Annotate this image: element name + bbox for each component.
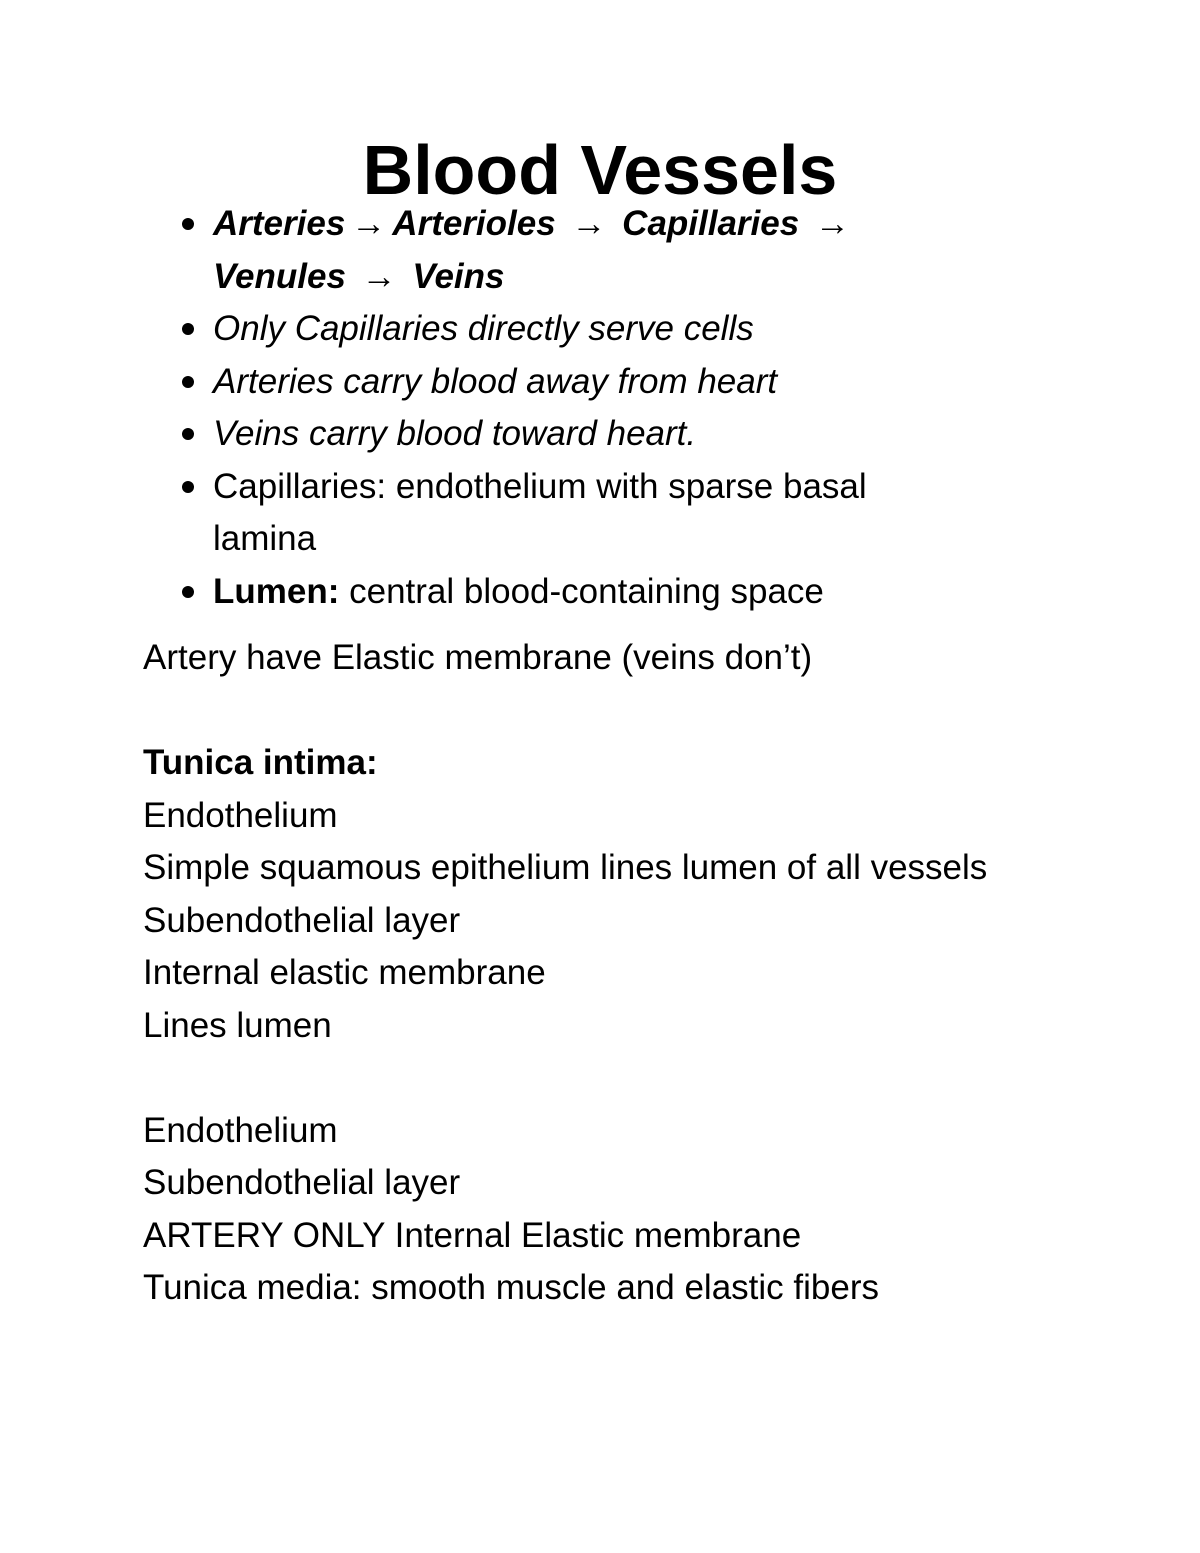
bullet-text: Veins carry blood toward heart. — [213, 414, 697, 453]
bullet-item — [0, 461, 973, 566]
tunica-intima-line: Subendothelial layer — [143, 900, 461, 940]
notes-body — [143, 632, 1043, 1315]
arrow-right-icon: → — [814, 204, 850, 243]
vessel-flow-bullet — [0, 198, 973, 303]
bullet-item — [0, 356, 973, 409]
bullet-dot-icon — [182, 218, 194, 230]
bullet-item — [0, 408, 973, 461]
bullet-dot-icon — [182, 428, 194, 440]
summary-line: ARTERY ONLY Internal Elastic membrane — [143, 1215, 802, 1255]
bullet-text: central blood-containing space — [339, 571, 824, 611]
flow-item-venules: Venules — [213, 256, 346, 296]
bullet-text: Arteries carry blood away from heart — [213, 361, 778, 401]
flow-item-arteries: Arteries — [213, 204, 346, 243]
summary-line: Endothelium — [143, 1110, 338, 1150]
tunica-intima-heading: Tunica intima: — [143, 743, 378, 782]
bullet-dot-icon — [182, 376, 194, 388]
arrow-right-icon: → — [361, 256, 397, 296]
arrow-right-icon: → — [351, 204, 387, 243]
bullet-list — [0, 198, 1200, 618]
tunica-intima-line: Internal elastic membrane — [143, 953, 546, 992]
summary-line: Subendothelial layer — [143, 1163, 461, 1202]
blank-line — [143, 685, 1043, 738]
bullet-term: Lumen: — [213, 571, 340, 611]
flow-item-arterioles: Arterioles — [392, 204, 556, 243]
bullet-dot-icon — [182, 323, 194, 335]
blank-line — [143, 1052, 1043, 1105]
flow-item-veins: Veins — [412, 256, 505, 296]
summary-line: Tunica media: smooth muscle and elastic fibers — [143, 1268, 879, 1307]
arrow-right-icon: → — [571, 204, 607, 243]
tunica-intima-line: Lines lumen — [143, 1005, 332, 1045]
artery-note: Artery have Elastic membrane (veins don’t) — [143, 638, 813, 677]
flow-item-capillaries: Capillaries — [622, 204, 800, 243]
bullet-item — [0, 566, 973, 619]
bullet-dot-icon — [182, 481, 194, 493]
bullet-text: Only Capillaries directly serve cells — [213, 309, 754, 348]
tunica-intima-line: Simple squamous epithelium lines lumen of all vessels — [143, 848, 988, 887]
bullet-dot-icon — [182, 586, 194, 598]
document-title: Blood Vessels — [362, 131, 838, 209]
tunica-intima-line: Endothelium — [143, 795, 338, 835]
bullet-text: Capillaries: endothelium with sparse basal lamina — [213, 466, 867, 558]
bullet-item — [0, 303, 973, 356]
